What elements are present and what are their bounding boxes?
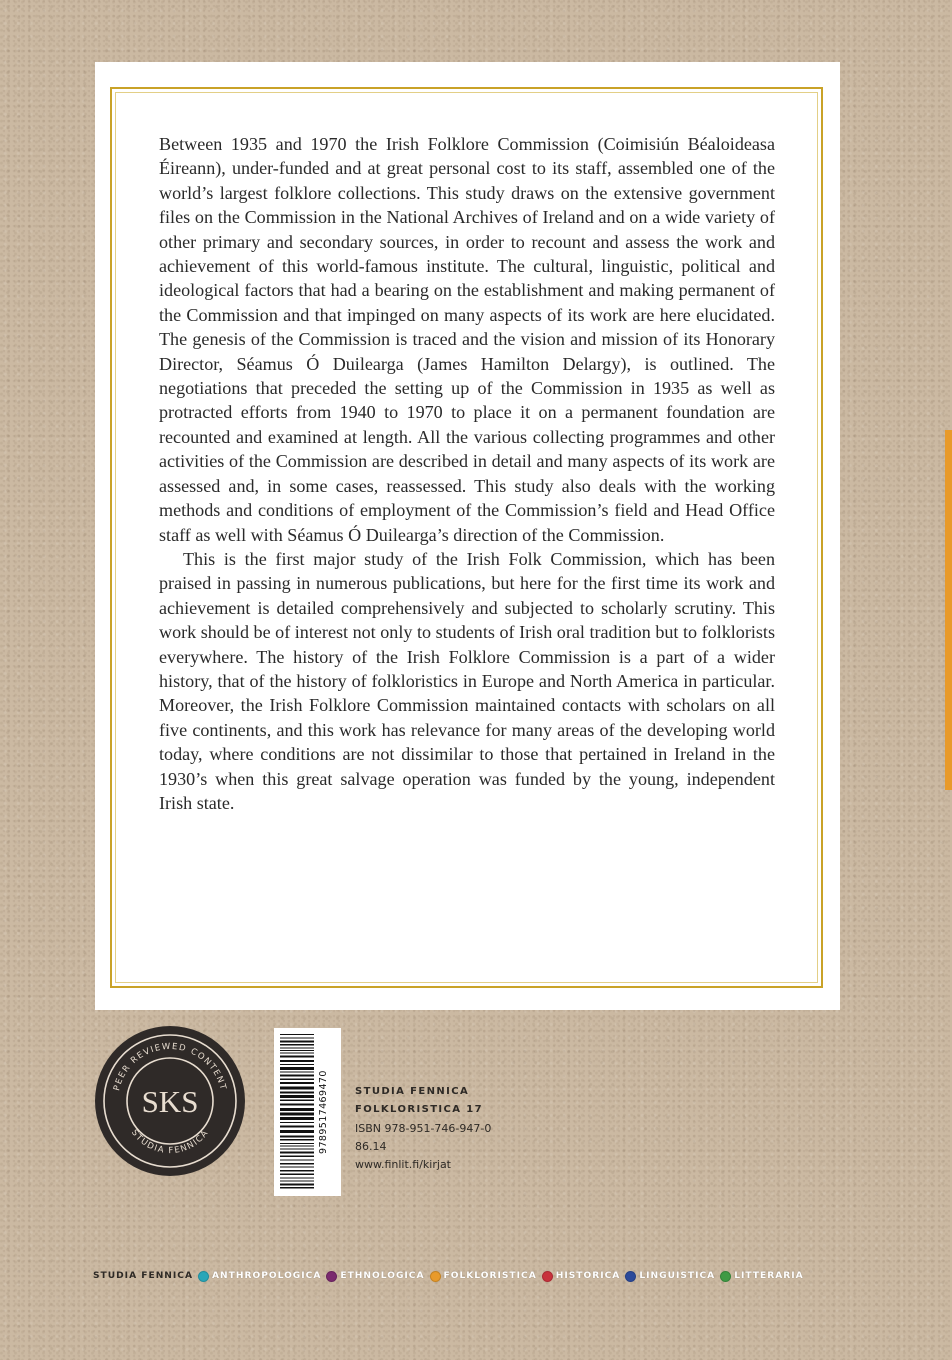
publisher-url: www.finlit.fi/kirjat [355, 1158, 451, 1172]
barcode-bar [280, 1170, 314, 1172]
isbn: ISBN 978-951-746-947-0 [355, 1121, 492, 1135]
footer-series-folkloristica [430, 1271, 537, 1282]
footer-series-litteraria [720, 1271, 803, 1282]
series-dot-icon [198, 1271, 209, 1282]
barcode-bar [280, 1149, 314, 1150]
barcode-bar [280, 1187, 314, 1189]
barcode-bar [280, 1079, 314, 1081]
seal-bottom-text: STUDIA FENNICA [128, 1127, 212, 1157]
barcode-bar [280, 1064, 314, 1065]
barcode-bar [280, 1048, 314, 1049]
barcode-bar [280, 1075, 314, 1077]
barcode-bar [280, 1181, 314, 1182]
barcode-bars [274, 1028, 318, 1196]
footer-series-ethnologica [326, 1271, 424, 1282]
footer-brand: STUDIA FENNICA [93, 1271, 194, 1281]
barcode-bar [280, 1178, 314, 1179]
series-name: STUDIA FENNICA [355, 1086, 470, 1097]
barcode-bar [280, 1152, 314, 1154]
barcode-bar [280, 1038, 314, 1039]
footer-series-linguistica [625, 1271, 715, 1282]
footer-series-label: LINGUISTICA [639, 1271, 716, 1281]
barcode-bar [280, 1082, 314, 1084]
barcode-bar [280, 1067, 314, 1070]
barcode-bar [280, 1108, 314, 1111]
barcode-bar [280, 1056, 314, 1058]
barcode-bar [280, 1139, 314, 1141]
footer-series-label: LITTERARIA [734, 1271, 804, 1281]
barcode-bar [280, 1044, 314, 1046]
blurb-paragraph-1: Between 1935 and 1970 the Irish Folklore Commission (Coimisiún Béaloideasa Éireann), under-funded and at great personal cost to its staff, assembled one of the world’s largest folklore collections. This study draws on the extensive government files on the Commission in the National Archives of Ireland and on a wide variety of other primary and secondary sources, in order to recount and assess the work and achievement of this world-famous institute. The cultural, linguistic, political and ideological factors that had a bearing on the establishment and making permanent of the Commission and that impinged on many aspects of its work are here elucidated. The genesis of the Commission is traced and the vision and mission of its Honorary Director, Séamus Ó Duilearga (James Hamilton Delargy), is outlined. The negotiations that preceded the setting up of the Commission in 1935 as well as protracted efforts from 1940 to 1970 to place it on a permanent foundation are recounted and examined at length. All the various collecting programmes and other activities of the Commission are described in detail and many aspects of its work are assessed and, in some cases, reassessed. This study also deals with the working methods and conditions of employment of the Commission’s field and Head Office staff as well with Séamus Ó Duilearga’s direction of the Commission. [159, 134, 775, 545]
series-dot-icon [625, 1271, 636, 1282]
barcode-bar [280, 1095, 314, 1098]
barcode-bar [280, 1100, 314, 1102]
seal-center-text: SKS [141, 1084, 199, 1119]
barcode-bar [280, 1143, 314, 1144]
barcode-bar [280, 1130, 314, 1133]
barcode-bar [280, 1104, 314, 1106]
seal-top-text: PEER REVIEWED CONTENT [112, 1041, 228, 1092]
series-dot-icon [326, 1271, 337, 1282]
barcode-bar [280, 1087, 314, 1090]
barcode-bar [280, 1156, 314, 1158]
barcode [274, 1028, 341, 1196]
barcode-bar [280, 1122, 314, 1123]
barcode-bar [280, 1136, 314, 1138]
footer-series-label: FOLKLORISTICA [443, 1271, 537, 1281]
classification-number: 86.14 [355, 1139, 387, 1153]
footer-series-historica [542, 1271, 621, 1282]
footer-series-label: HISTORICA [555, 1271, 621, 1281]
barcode-bar [280, 1053, 314, 1054]
barcode-bar [280, 1160, 314, 1161]
barcode-bar [280, 1174, 314, 1176]
barcode-bar [280, 1050, 314, 1051]
footer-series-label: ETHNOLOGICA [340, 1271, 425, 1281]
barcode-bar [280, 1167, 314, 1168]
barcode-bar [280, 1146, 314, 1147]
publication-info [355, 1083, 491, 1174]
blurb-panel [95, 62, 840, 1010]
blurb-text [159, 132, 775, 815]
barcode-bar [280, 1092, 314, 1094]
barcode-bar [280, 1034, 314, 1035]
barcode-bar [280, 1113, 314, 1116]
footer-series-label: ANTHROPOLOGICA [212, 1271, 322, 1281]
barcode-bar [280, 1163, 314, 1165]
barcode-bar [280, 1126, 314, 1128]
blurb-paragraph-2: This is the first major study of the Irish Folk Commission, which has been praised in passing in numerous publications, but here for the first time its work and achievement is detailed comprehensively and subjected to scholarly scrutiny. This work should be of interest not only to students of Irish oral tradition but to folklorists everywhere. The history of the Irish Folklore Commission is a part of a wider history, that of the history of folkloristics in Europe and North America in particular. Moreover, the Irish Folklore Commission maintained contacts with scholars on all five continents, and this work has relevance for many areas of the developing world today, where conditions are not dissimilar to those that pertained in Ireland in the 1930’s when this great salvage operation was funded by the young, independent Irish state. [159, 548, 775, 813]
series-dot-icon [542, 1271, 553, 1282]
spine-accent-tab [945, 430, 952, 790]
barcode-bar [280, 1060, 314, 1062]
barcode-bar [280, 1117, 314, 1120]
barcode-digits: 9789517469470 [318, 1070, 329, 1154]
series-dot-icon [720, 1271, 731, 1282]
barcode-bar [280, 1072, 314, 1073]
barcode-bar [280, 1041, 314, 1043]
barcode-bar [280, 1184, 314, 1186]
sks-seal-logo [94, 1025, 246, 1177]
footer-series-anthropologica [198, 1271, 321, 1282]
series-footer [93, 1269, 809, 1283]
series-dot-icon [430, 1271, 441, 1282]
series-volume: FOLKLORISTICA 17 [355, 1104, 484, 1116]
